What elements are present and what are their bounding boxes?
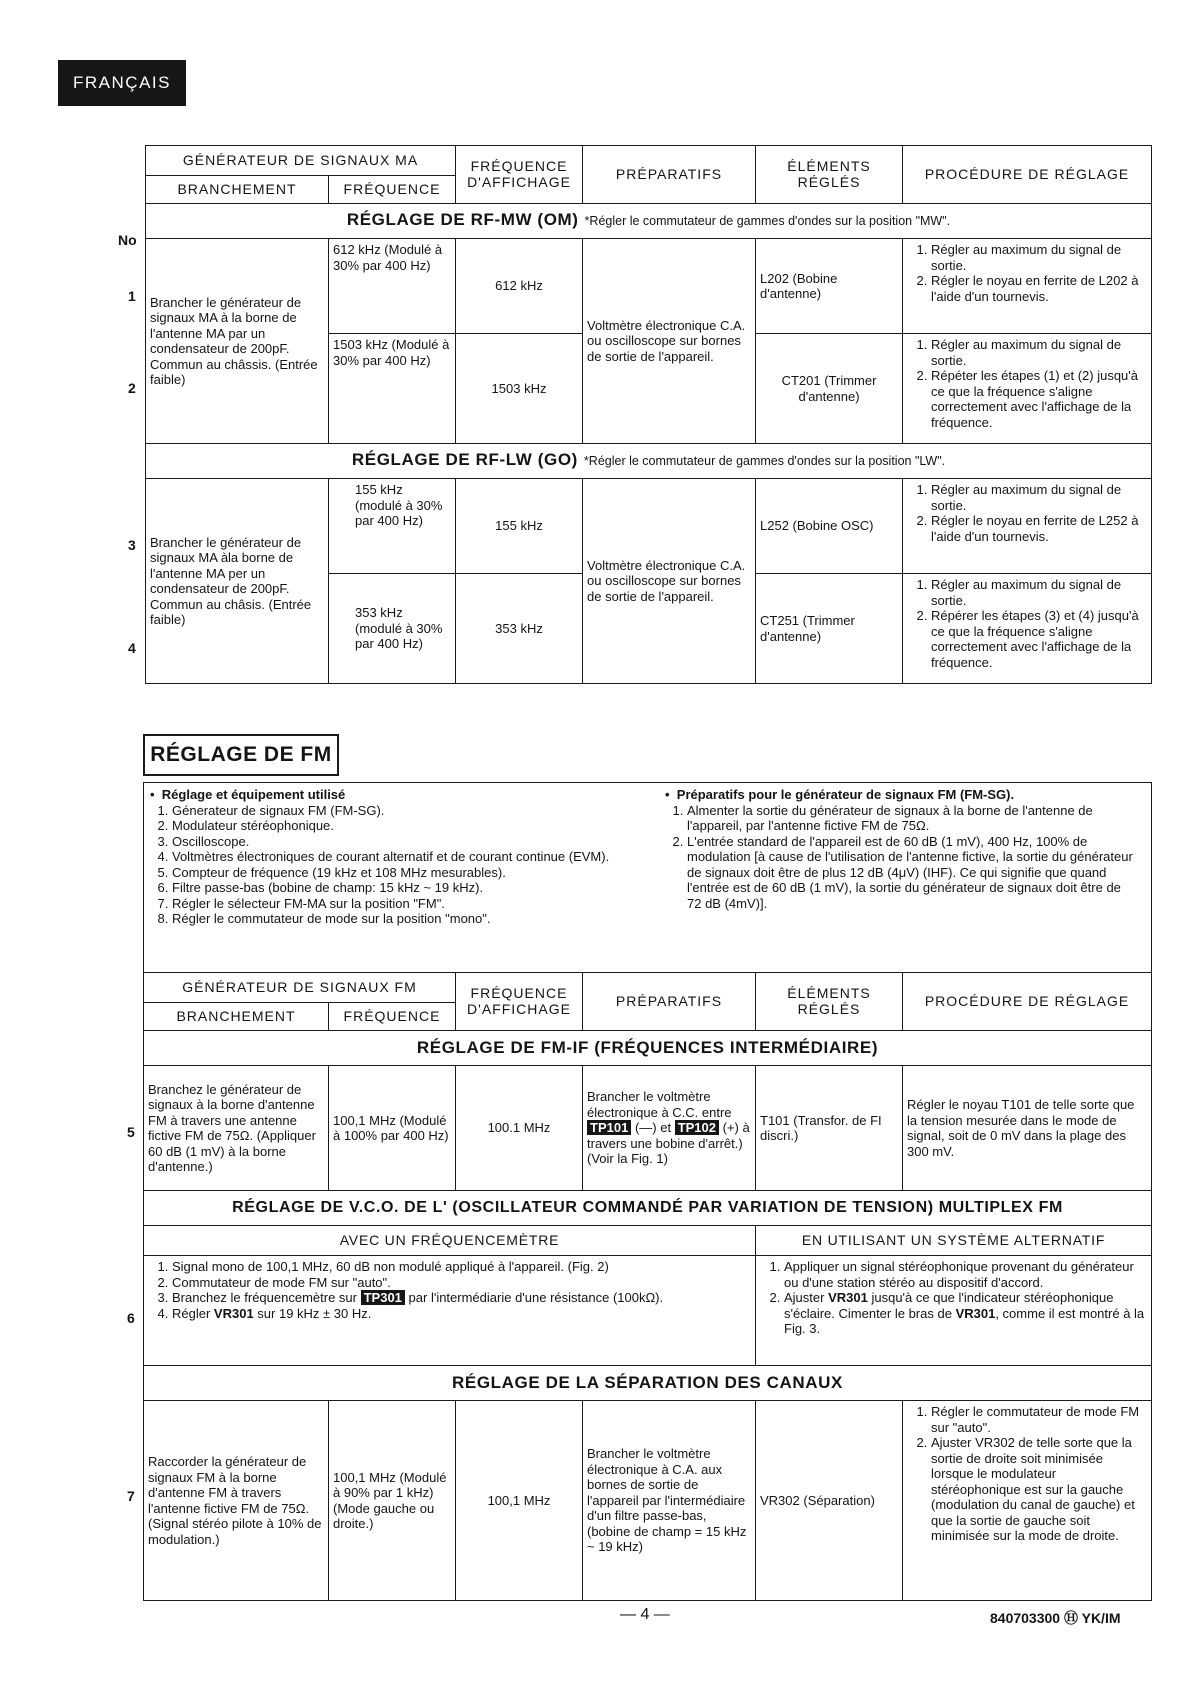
mw-preparatifs: Voltmètre électronique C.A. ou oscilloscope sur bornes de sortie de l'appareil. (583, 239, 756, 444)
sep-elements: VR302 (Séparation) (756, 1401, 903, 1601)
step-number: 7 (127, 1488, 135, 1504)
sep-procedure (903, 1401, 1152, 1601)
list-item: 1. Régler au maximum du signal de sortie. (931, 577, 1147, 608)
language-tab: FRANÇAIS (58, 60, 186, 106)
lw-branchement: Brancher le générateur de signaux MA àla borne de l'antenne MA per un condensateur de 200pF. Commun au châsis. (Entrée faible) (146, 479, 329, 684)
step-number: 5 (127, 1124, 135, 1140)
list-item: 2. Répérer les étapes (3) et (4) jusqu'à ce que la fréquence s'aligne correctement avec l'affichage de la fréquence. (931, 608, 1147, 670)
mw-branchement: Brancher le générateur de signaux MA à la borne de l'antenne MA par un condensateur de 200pF. Commun au châssis. (Entrée faible) (146, 239, 329, 444)
number-column-label: No (118, 232, 137, 248)
list-item: 2. Régler le noyau en ferrite de L202 à l'aide d'un tournevis. (931, 273, 1147, 304)
lw-4-procedure (903, 574, 1152, 684)
mw-1-frequence: 612 kHz (Modulé à 30% par 400 Hz) (329, 239, 456, 334)
step-number: 1 (128, 288, 136, 304)
fm-procedure-header: PROCÉDURE DE RÉGLAGE (903, 973, 1152, 1031)
page-number: — 4 — (620, 1606, 670, 1623)
step-number: 2 (128, 380, 136, 396)
am-preparatifs-header: PRÉPARATIFS (583, 146, 756, 204)
fm-affichage-header: FRÉQUENCE D'AFFICHAGE (456, 973, 583, 1031)
am-adjustment-table (145, 145, 1152, 684)
vco-title: RÉGLAGE DE V.C.O. DE L' (OSCILLATEUR COMMANDÉ PAR VARIATION DE TENSION) MULTIPLEX FM (232, 1199, 1063, 1217)
list-item: 6. Filtre passe-bas (bobine de champ: 15 kHz ~ 19 kHz). (172, 880, 665, 896)
lw-4-frequence: 353 kHz (modulé à 30% par 400 Hz) (329, 574, 456, 684)
step-number: 3 (128, 537, 136, 553)
am-affichage-header: FRÉQUENCE D'AFFICHAGE (456, 146, 583, 204)
mw-2-elements: CT201 (Trimmer d'antenne) (756, 334, 903, 444)
list-item: 1. Signal mono de 100,1 MHz, 60 dB non modulé appliqué à l'appareil. (Fig. 2) (172, 1259, 751, 1275)
fm-section-title: RÉGLAGE DE FM (143, 734, 339, 776)
lw-3-elements: L252 (Bobine OSC) (756, 479, 903, 574)
mw-1-procedure (903, 239, 1152, 334)
fmif-band-title (144, 1031, 1152, 1066)
list-item: 4. Voltmètres électroniques de courant alternatif et de courant continue (EVM). (172, 849, 665, 865)
am-branchement-header: BRANCHEMENT (146, 176, 329, 204)
vco-text: sur 19 kHz ± 30 Hz. (257, 1305, 372, 1321)
fmif-prep-text: Brancher le voltmètre électronique à C.C. entre (587, 1089, 732, 1120)
fmif-procedure: Régler le noyau T101 de telle sorte que la tension mesurée dans le mode de signal, soit de 0 mV dans la plage des 300 mV. (903, 1066, 1152, 1191)
mw-note: *Régler le commutateur de gammes d'ondes sur la position "MW". (584, 214, 951, 229)
step-number: 4 (128, 640, 136, 656)
sep-band-title (144, 1366, 1152, 1401)
list-item: 1. Appliquer un signal stéréophonique provenant du générateur ou d'une station stéréo au dispositif d'accord. (784, 1259, 1147, 1290)
list-item: 3. Oscilloscope. (172, 834, 665, 850)
vco-text: par l'intermédiarie d'une résistance (100kΩ). (408, 1290, 664, 1305)
sep-frequence: 100,1 MHz (Modulé à 90% par 1 kHz) (Mode gauche ou droite.) (329, 1401, 456, 1601)
am-elements-header: ÉLÉMENTS RÉGLÉS (756, 146, 903, 204)
fmif-prep-text: (—) et (634, 1120, 672, 1136)
lw-3-affichage: 155 kHz (456, 479, 583, 574)
list-item: 1. Régler au maximum du signal de sortie. (931, 337, 1147, 368)
fmif-affichage: 100.1 MHz (456, 1066, 583, 1191)
list-item (172, 1306, 751, 1322)
sep-preparatifs: Brancher le voltmètre électronique à C.A. aux bornes de sortie de l'appareil par l'intermédiaire d'un filtre passe-bas, (bobine de champ = 15 kHz ~ 19 kHz) (583, 1401, 756, 1601)
vco-text: jusqu'à ce que l'indicateur stéréophonique s'éclaire. Cimenter le bras de (784, 1290, 1114, 1321)
lw-band-title (146, 444, 1152, 479)
fmif-branchement: Branchez le générateur de signaux à la borne d'antenne FM à travers une antenne fictive FM de 75Ω. (Appliquer 60 dB (1 mV) à la borne d'antenne.) (144, 1066, 329, 1191)
fm-preparatifs-header: PRÉPARATIFS (583, 973, 756, 1031)
vco-left-title: AVEC UN FRÉQUENCEMÈTRE (144, 1226, 756, 1256)
list-item: 1. Almenter la sortie du générateur de signaux à la borne de l'antenne de l'appareil, par l'antenne fictive FM de 75Ω. (687, 803, 1135, 834)
tp301-label: TP301 (361, 1290, 405, 1305)
fm-elements-header: ÉLÉMENTS RÉGLÉS (756, 973, 903, 1031)
list-item (784, 1290, 1147, 1337)
fmif-prep-text: (+) à travers une bobine d'arrêt.) (Voir la Fig. 1) (587, 1120, 750, 1167)
vr301-label: VR301 (955, 1305, 996, 1321)
vco-text: Ajuster (784, 1290, 825, 1305)
step-number: 6 (127, 1310, 135, 1326)
fm-prep-title-text: Préparatifs pour le générateur de signaux FM (FM-SG). (676, 787, 1015, 802)
vco-left-procedure (144, 1256, 756, 1366)
am-generator-header: GÉNÉRATEUR DE SIGNAUX MA (146, 146, 456, 176)
lw-3-procedure (903, 479, 1152, 574)
vr301-label: VR301 (828, 1290, 868, 1305)
tp102-label: TP102 (675, 1120, 719, 1135)
tp101-label: TP101 (587, 1120, 631, 1135)
vr301-label: VR301 (213, 1305, 254, 1321)
vco-right-procedure (756, 1256, 1152, 1366)
mw-band-title (146, 204, 1152, 239)
list-item: 5. Compteur de fréquence (19 kHz et 108 MHz mesurables). (172, 865, 665, 881)
list-item: 1. Régler au maximum du signal de sortie. (931, 482, 1147, 513)
list-item: 2. Modulateur stéréophonique. (172, 818, 665, 834)
list-item: 1. Régler le commutateur de mode FM sur "auto". (931, 1404, 1147, 1435)
vco-band-title (144, 1191, 1152, 1226)
lw-preparatifs: Voltmètre électronique C.A. ou oscilloscope sur bornes de sortie de l'appareil. (583, 479, 756, 684)
vco-text: Branchez le fréquencemètre sur (172, 1290, 357, 1305)
equipment-title: • Réglage et équipement utilisé (150, 787, 346, 802)
mw-1-affichage: 612 kHz (456, 239, 583, 334)
lw-3-frequence: 155 kHz (modulé à 30% par 400 Hz) (329, 479, 456, 574)
list-item: 2. Répéter les étapes (1) et (2) jusqu'à ce que la fréquence s'aligne correctement avec l'affichage de la fréquence. (931, 368, 1147, 430)
am-frequence-header: FRÉQUENCE (329, 176, 456, 204)
fmif-preparatifs (583, 1066, 756, 1191)
list-item: 8. Régler le commutateur de mode sur la position "mono". (172, 911, 665, 927)
list-item: 2. Régler le noyau en ferrite de L252 à l'aide d'un tournevis. (931, 513, 1147, 544)
mw-2-procedure (903, 334, 1152, 444)
fm-setup-box (144, 783, 1152, 973)
document-code: 840703300 Ⓗ YK/IM (990, 1610, 1121, 1626)
am-procedure-header: PROCÉDURE DE RÉGLAGE (903, 146, 1152, 204)
mw-2-frequence: 1503 kHz (Modulé à 30% par 400 Hz) (329, 334, 456, 444)
list-item (172, 1290, 751, 1306)
equipment-title-text: Réglage et équipement utilisé (161, 787, 346, 802)
mw-title: RÉGLAGE DE RF-MW (OM) (346, 210, 579, 230)
fm-prep-title: • Préparatifs pour le générateur de signaux FM (FM-SG). (665, 787, 1015, 802)
sep-branchement: Raccorder la générateur de signaux FM à la borne d'antenne FM à travers l'antenne fictive FM de 75Ω. (Signal stéréo pilote à 10% de modulation.) (144, 1401, 329, 1601)
fm-branchement-header: BRANCHEMENT (144, 1003, 329, 1031)
list-item: 1. Génerateur de signaux FM (FM-SG). (172, 803, 665, 819)
vco-right-title: EN UTILISANT UN SYSTÈME ALTERNATIF (756, 1226, 1152, 1256)
mw-2-affichage: 1503 kHz (456, 334, 583, 444)
vco-text: Régler (172, 1305, 211, 1321)
lw-title: RÉGLAGE DE RF-LW (GO) (351, 450, 578, 470)
sep-title: RÉGLAGE DE LA SÉPARATION DES CANAUX (452, 1372, 843, 1392)
list-item: 7. Régler le sélecteur FM-MA sur la position "FM". (172, 896, 665, 912)
list-item: 2. Commutateur de mode FM sur "auto". (172, 1275, 751, 1291)
vco-text: , comme il est montré à la Fig. 3. (784, 1305, 1145, 1336)
fmif-title: RÉGLAGE DE FM-IF (FRÉQUENCES INTERMÉDIAIRE) (416, 1037, 879, 1057)
lw-note: *Régler le commutateur de gammes d'ondes sur la position "LW". (583, 454, 946, 469)
fmif-frequence: 100,1 MHz (Modulé à 100% par 400 Hz) (329, 1066, 456, 1191)
mw-1-elements: L202 (Bobine d'antenne) (756, 239, 903, 334)
fm-generator-header: GÉNÉRATEUR DE SIGNAUX FM (144, 973, 456, 1003)
sep-affichage: 100,1 MHz (456, 1401, 583, 1601)
lw-4-elements: CT251 (Trimmer d'antenne) (756, 574, 903, 684)
list-item: 2. Ajuster VR302 de telle sorte que la sortie de droite soit minimisée lorsque le modulateur stéréophonique est sur la gauche (modulation du canal de gauche) et que la sortie de gauche soit minimisée sur la mode de droite. (931, 1435, 1147, 1544)
fm-adjustment-table (143, 782, 1152, 1601)
list-item: 2. L'entrée standard de l'appareil est de 60 dB (1 mV), 400 Hz, 100% de modulation [à cause de l'utilisation de l'antenne fictive, la sortie du générateur de signaux doit être de plus 12 dB (4μV) (IHF). Ce qui signifie que quand l'entrée est de 60 dB (1 mV), la sortie du générateur de signaux doit être de 72 dB (4mV)]. (687, 834, 1135, 912)
lw-4-affichage: 353 kHz (456, 574, 583, 684)
fm-frequence-header: FRÉQUENCE (329, 1003, 456, 1031)
list-item: 1. Régler au maximum du signal de sortie. (931, 242, 1147, 273)
fmif-elements: T101 (Transfor. de FI discri.) (756, 1066, 903, 1191)
